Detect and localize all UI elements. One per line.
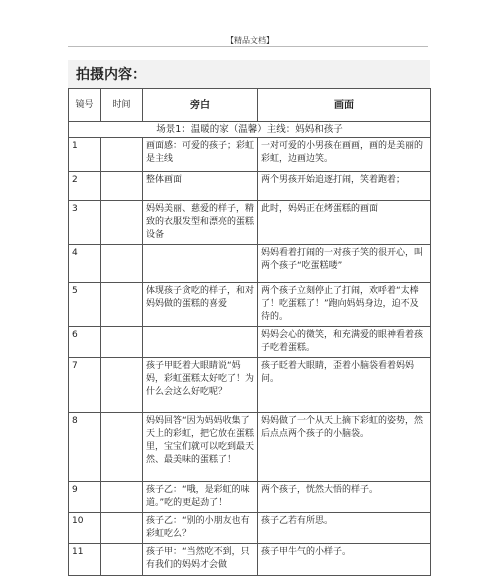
visual-cell: 一对可爱的小男孩在画画，画的是美丽的彩虹，边画边笑。 <box>258 138 431 172</box>
shot-no: 10 <box>69 513 101 544</box>
col-time: 时间 <box>101 89 143 122</box>
table-row <box>69 327 431 358</box>
table-row <box>69 245 431 283</box>
shot-no: 11 <box>69 544 101 576</box>
shooting-script-table <box>68 88 431 576</box>
shot-time <box>101 283 143 327</box>
narration-cell: 整体画面 <box>143 172 258 201</box>
table-row <box>69 138 431 172</box>
visual-cell: 妈妈做了一个从天上摘下彩虹的姿势，然后点点两个孩子的小脑袋。 <box>258 413 431 482</box>
shot-no: 4 <box>69 245 101 283</box>
visual-cell: 孩子乙若有所思。 <box>258 513 431 544</box>
shot-time <box>101 482 143 513</box>
narration-cell <box>143 245 258 283</box>
table-row <box>69 358 431 413</box>
shot-time <box>101 201 143 245</box>
page-header: 【精品文档】 <box>226 36 274 45</box>
narration-cell: 妈妈美丽、慈爱的样子，精致的衣服发型和漂亮的蛋糕设备 <box>143 201 258 245</box>
shot-time <box>101 327 143 358</box>
table-row <box>69 413 431 482</box>
shot-no: 5 <box>69 283 101 327</box>
visual-cell: 两个孩子，恍然大悟的样子。 <box>258 482 431 513</box>
col-visual: 画面 <box>258 89 431 122</box>
narration-cell <box>143 327 258 358</box>
shot-no: 1 <box>69 138 101 172</box>
shot-time <box>101 413 143 482</box>
table-row <box>69 482 431 513</box>
table-row <box>69 283 431 327</box>
header-divider <box>68 46 428 47</box>
narration-cell: 孩子甲：“当然吃不到，只有我们的妈妈才会做 <box>143 544 258 576</box>
shot-no: 2 <box>69 172 101 201</box>
col-shot-no: 镜号 <box>69 89 101 122</box>
visual-cell: 妈妈看着打闹的一对孩子笑的很开心，叫两个孩子“吃蛋糕喽” <box>258 245 431 283</box>
shot-no: 3 <box>69 201 101 245</box>
table-row <box>69 172 431 201</box>
table-row <box>69 544 431 576</box>
table-header-row <box>69 89 431 122</box>
table-row <box>69 201 431 245</box>
shot-time <box>101 544 143 576</box>
visual-cell: 两个孩子立刻停止了打闹，欢呼着“太棒了！吃蛋糕了！”跑向妈妈身边，迫不及待的。 <box>258 283 431 327</box>
section-title: 拍摄内容： <box>76 67 146 83</box>
narration-cell: 孩子乙：“哦，是彩虹的味道。”吃的更起劲了！ <box>143 482 258 513</box>
shot-time <box>101 358 143 413</box>
visual-cell: 妈妈会心的微笑，和充满爱的眼神看着孩子吃着蛋糕。 <box>258 327 431 358</box>
shot-time <box>101 245 143 283</box>
scene-title: 场景1：温暖的家（温馨）主线：妈妈和孩子 <box>69 122 431 138</box>
scene-row <box>69 122 431 138</box>
narration-cell: 孩子乙：“别的小朋友也有彩虹吃么？ <box>143 513 258 544</box>
narration-cell: 体现孩子贪吃的样子，和对妈妈做的蛋糕的喜爱 <box>143 283 258 327</box>
table-row <box>69 513 431 544</box>
shot-no: 6 <box>69 327 101 358</box>
shot-no: 8 <box>69 413 101 482</box>
shot-no: 7 <box>69 358 101 413</box>
shot-no: 9 <box>69 482 101 513</box>
visual-cell: 两个男孩开始追逐打闹，笑着跑着； <box>258 172 431 201</box>
shot-time <box>101 138 143 172</box>
visual-cell: 孩子甲牛气的小样子。 <box>258 544 431 576</box>
narration-cell: 妈妈回答“因为妈妈收集了天上的彩虹，把它放在蛋糕里，宝宝们就可以吃到最天然、最美味的蛋糕了！ <box>143 413 258 482</box>
visual-cell: 此时，妈妈正在烤蛋糕的画面 <box>258 201 431 245</box>
narration-cell: 画面感：可爱的孩子；彩虹是主线 <box>143 138 258 172</box>
shot-time <box>101 172 143 201</box>
shot-time <box>101 513 143 544</box>
narration-cell: 孩子甲眨着大眼睛说“妈妈，彩虹蛋糕太好吃了！为什么会这么好吃呢？ <box>143 358 258 413</box>
col-narration: 旁白 <box>143 89 258 122</box>
visual-cell: 孩子眨着大眼睛，歪着小脑袋看着妈妈问。 <box>258 358 431 413</box>
